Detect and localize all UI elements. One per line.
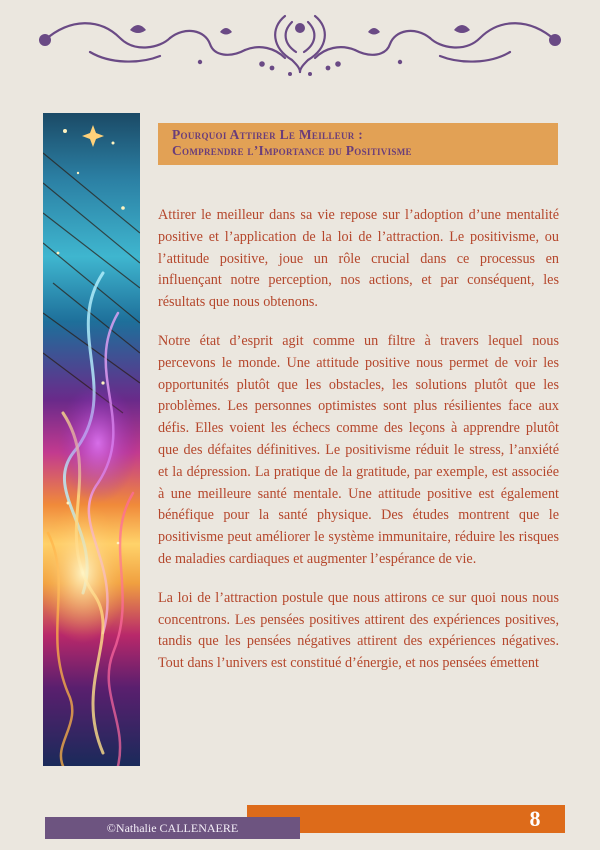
ornamental-scroll-divider-icon [30, 8, 570, 80]
paragraph: La loi de l’attraction postule que nous attirons ce sur quoi nous nous concentrons. Les pensées positives attirent des expériences positives, tandis que les pensées négatives attirent des expériences négatives. Tout dans l’univers est constitué d’énergie, et nos pensées émettent [158, 589, 559, 672]
chapter-title-line-2: Comprendre l’Importance du Positivisme [172, 143, 412, 158]
footer-author: ©Nathalie CALLENAERE [106, 821, 239, 835]
chapter-title-box [158, 123, 558, 165]
cosmic-energy-artwork [43, 113, 140, 766]
body-text [158, 205, 559, 760]
paragraph: Attirer le meilleur dans sa vie repose sur l’adoption d’une mentalité positive et l’application de la loi de l’attraction. Le positivisme, ou l’attitude positive, joue un rôle crucial dans ce processus en influençant notre perception, nos actions, et par conséquent, les résultats que nous obtenons. [158, 207, 559, 311]
paragraph: Notre état d’esprit agit comme un filtre à travers lequel nous percevons le monde. Une attitude positive nous permet de voir les opportunités plutôt que les obstacles, les solutions plutôt que les problèmes. Les personnes optimistes sont plus résilientes face aux défis. Elles voient les échecs comme des leçons à apprendre plutôt que des défaites définitives. Le positivisme réduit le stress, l’anxiété et la dépression. La pratique de la gratitude, par exemple, est associée à une meilleure santé mentale. Une attitude positive est également bénéfique pour la santé physique. Des études montrent que le positivisme peut améliorer le système immunitaire, réduire les risques de maladies cardiaques et augmenter l’espérance de vie. [158, 332, 559, 567]
page-number: 8 [529, 806, 541, 831]
chapter-title-line-1: Pourquoi Attirer Le Meilleur : [172, 127, 364, 142]
cosmic-energy-artwork-icon [43, 113, 140, 766]
